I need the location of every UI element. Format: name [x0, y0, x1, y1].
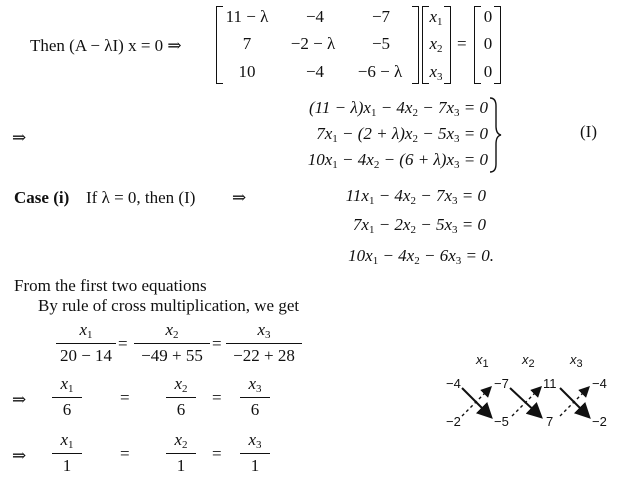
diagram-header: $x_1$: [476, 352, 489, 370]
system-equation: $10x_1 - 4x_2 - (6 + \lambda)x_3 = 0$: [307, 150, 488, 171]
vector-entry: $x_1$: [429, 7, 443, 28]
vector-entry: 0: [483, 34, 493, 53]
case-label: Case (i): [14, 188, 70, 207]
matrix-cell: −7: [371, 7, 391, 26]
equation-tag: (I): [580, 122, 597, 141]
matrix-cell: 11 − λ: [225, 7, 269, 26]
diagram-coefficient: −4: [446, 376, 461, 391]
diagram-header: $x_2$: [522, 352, 535, 370]
vector-entry: 0: [483, 62, 493, 81]
system-brace: [488, 96, 502, 174]
vector-entry: $x_3$: [429, 62, 443, 83]
case-equation: $11x_1 - 4x_2 - 7x_3 = 0$: [345, 186, 486, 207]
ratio-fraction: $x_3$ −22 + 28: [226, 320, 302, 368]
equals-sign: =: [212, 388, 222, 407]
matrix-cell: −6 − λ: [357, 62, 403, 81]
diagram-coefficient: −2: [446, 414, 461, 429]
implies-arrow: ⇒: [12, 128, 27, 147]
case-equation: $10x_1 - 4x_2 - 6x_3 = 0$.: [348, 246, 494, 267]
diagram-coefficient: −4: [592, 376, 607, 391]
equation-intro: Then (A − λI) x = 0 ⇒: [30, 36, 182, 55]
matrix-cell: 7: [242, 34, 252, 53]
matrix-cell: −4: [305, 7, 325, 26]
ratio-fraction: $x_1$ 1: [52, 430, 82, 478]
ratio-fraction: $x_2$ 6: [166, 374, 196, 422]
matrix-cell: −2 − λ: [290, 34, 336, 53]
matrix-cell: −5: [371, 34, 391, 53]
equals-sign: =: [457, 34, 467, 53]
ratio-fraction: $x_3$ 1: [240, 430, 270, 478]
implies-arrow: ⇒: [12, 446, 27, 465]
vector-entry: $x_2$: [429, 34, 443, 55]
equals-sign: =: [120, 444, 130, 463]
implies-arrow: ⇒: [12, 390, 27, 409]
paragraph-line: From the first two equations: [14, 276, 207, 295]
ratio-fraction: $x_1$ 6: [52, 374, 82, 422]
implies-arrow: ⇒: [232, 188, 247, 207]
matrix-cell: −4: [305, 62, 325, 81]
system-equation: $7x_1 - (2 + \lambda)x_2 - 5x_3 = 0$: [316, 124, 488, 145]
diagram-coefficient: −2: [592, 414, 607, 429]
equals-sign: =: [212, 444, 222, 463]
equals-sign: =: [118, 334, 128, 353]
ratio-fraction: $x_1$ 20 − 14: [56, 320, 116, 368]
paragraph-line: By rule of cross multiplication, we get: [38, 296, 300, 315]
ratio-fraction: $x_2$ −49 + 55: [134, 320, 210, 368]
diagram-coefficient: −5: [494, 414, 509, 429]
matrix-cell: 10: [238, 62, 256, 81]
diagram-coefficient: −7: [494, 376, 509, 391]
equals-sign: =: [120, 388, 130, 407]
ratio-fraction: $x_3$ 6: [240, 374, 270, 422]
equals-sign: =: [212, 334, 222, 353]
diagram-coefficient: 11: [543, 376, 557, 391]
vector-entry: 0: [483, 7, 493, 26]
cross-arrows: [440, 370, 615, 436]
ratio-fraction: $x_2$ 1: [166, 430, 196, 478]
diagram-header: $x_3$: [570, 352, 583, 370]
diagram-coefficient: 7: [546, 414, 554, 429]
case-condition: If λ = 0, then (I): [86, 188, 196, 207]
system-equation: $(11 - \lambda)x_1 - 4x_2 - 7x_3 = 0$: [309, 98, 488, 119]
case-equation: $7x_1 - 2x_2 - 5x_3 = 0$: [352, 215, 486, 236]
